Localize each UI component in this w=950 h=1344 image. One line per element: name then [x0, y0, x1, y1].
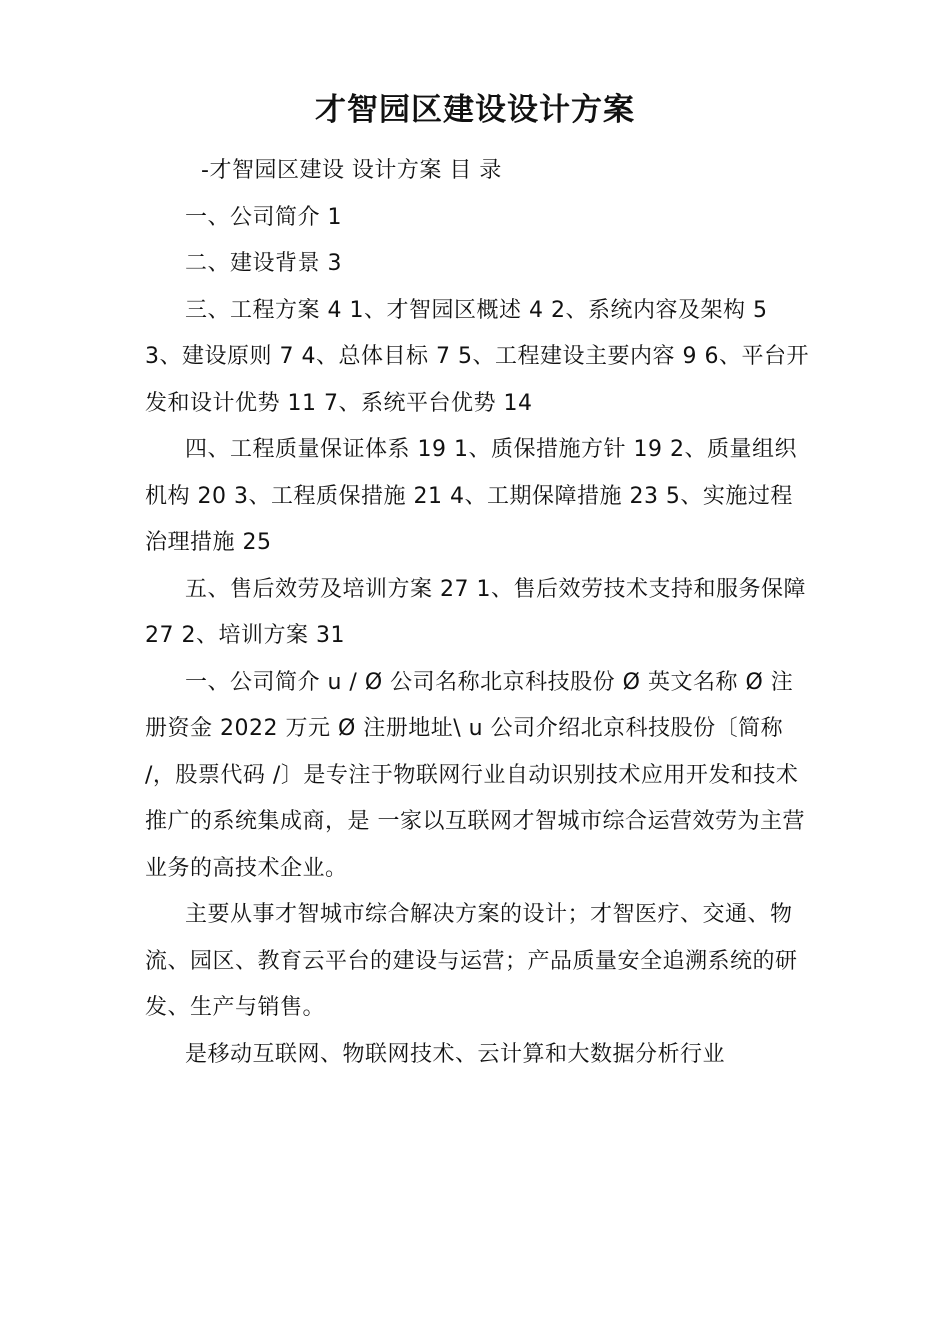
document-body — [145, 148, 810, 1078]
toc-entry-background: 二、建设背景 3 — [185, 251, 342, 276]
toc-entry-company-intro: 一、公司简介 1 — [185, 204, 342, 230]
toc-entry-project-plan: 三、工程方案 4 1、才智园区概述 4 2、系统内容及架构 5 3、建设原则 7 4、总体目标 7 5、工程建设主要内容 9 6、平台开发和设计优势 11 7、系统平台优势 14 — [145, 297, 809, 416]
toc-heading: -才智园区建设 设计方案 目 录 — [201, 158, 502, 183]
toc-entry-after-sales: 五、售后效劳及培训方案 27 1、售后效劳技术支持和服务保障 27 2、培训方案 31 — [145, 576, 806, 648]
company-intro-paragraph: 一、公司简介 u / Ø 公司名称北京科技股份 Ø 英文名称 Ø 注册资金 2022 万元 Ø 注册地址\ u 公司介绍北京科技股份〔简称 /，股票代码 /〕是专注于物联网行业自动识别技术应用开发和技术推广的系统集成商，是 一家以互联网才智城市综合运营效劳为主营业务的高技术企业。 — [145, 669, 805, 881]
industry-paragraph: 是移动互联网、物联网技术、云计算和大数据分析行业 — [185, 1041, 726, 1067]
document-title: 才智园区建设设计方案 — [315, 92, 635, 128]
toc-entry-quality-system: 四、工程质量保证体系 19 1、质保措施方针 19 2、质量组织机构 20 3、工程质保措施 21 4、工期保障措施 23 5、实施过程治理措施 25 — [145, 437, 797, 555]
business-scope-paragraph: 主要从事才智城市综合解决方案的设计；才智医疗、交通、物流、园区、教育云平台的建设与运营；产品质量安全追溯系统的研发、生产与销售。 — [145, 902, 798, 1020]
